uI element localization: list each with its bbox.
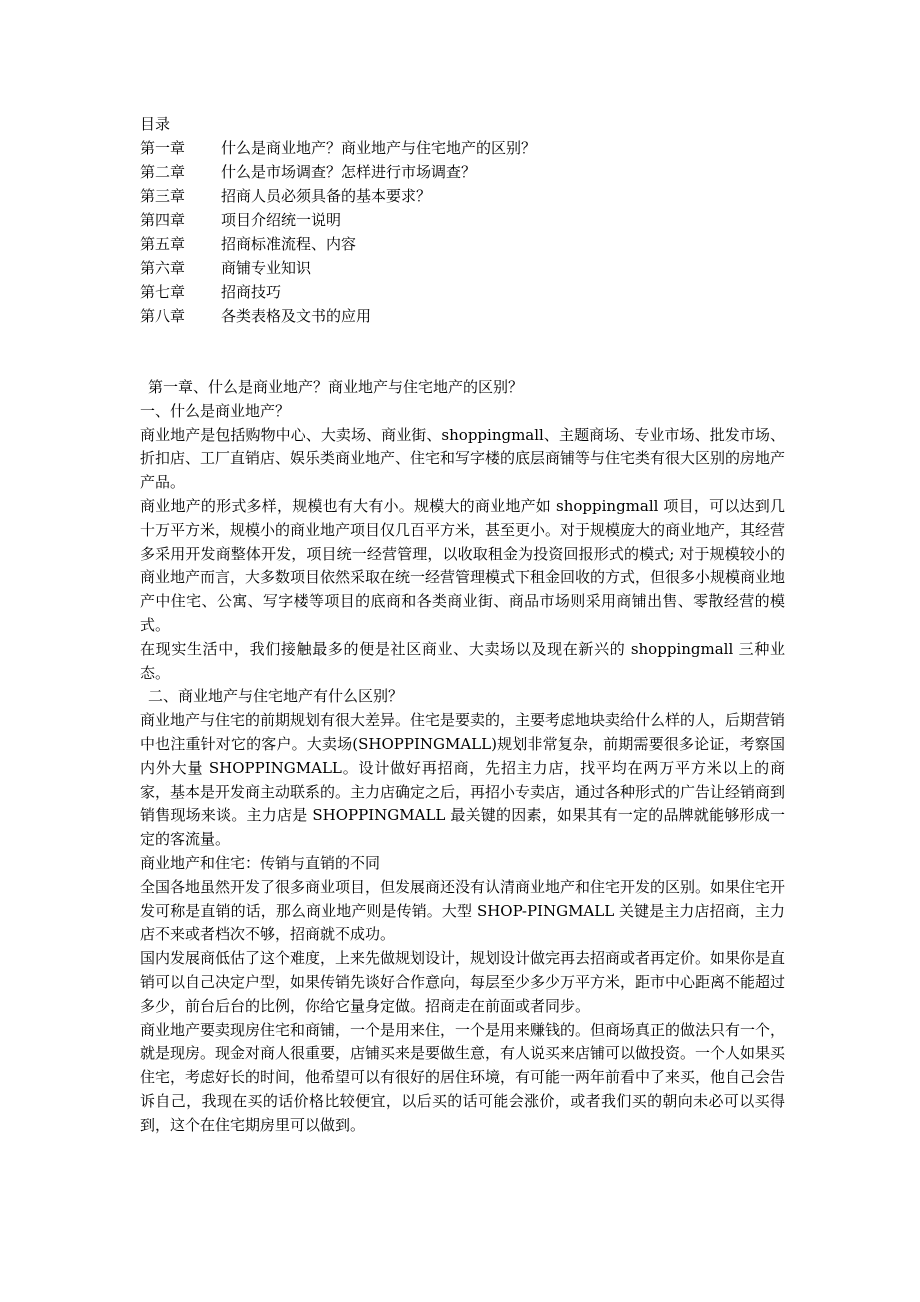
- toc-text: 什么是商业地产？商业地产与住宅地产的区别？: [221, 139, 537, 157]
- toc-chapter: 第四章: [140, 211, 186, 229]
- chapter-heading: 第一章、什么是商业地产？商业地产与住宅地产的区别？: [148, 378, 524, 396]
- toc-chapter: 第八章: [140, 307, 186, 325]
- toc-text: 项目介绍统一说明: [221, 211, 342, 229]
- toc-item-4: [140, 208, 800, 232]
- paragraph: 在现实生活中，我们接触最多的便是社区商业、大卖场以及现在新兴的 shoppingmall 三种业态。: [140, 639, 785, 682]
- paragraph: 商业地产与住宅的前期规划有很大差异。住宅是要卖的，主要考虑地块卖给什么样的人，后期营销中也注重针对它的客户。大卖场(SHOPPINGMALL)规划非常复杂，前期需要很多论证，考察国内外大量 SHOPPINGMALL。设计做好再招商，先招主力店，找平均在两万平方米以上的商家，基本是开发商主动联系的。主力店确定之后，再招小专卖店，通过各种形式的广告让经销商到销售现场来谈。主力店是 SHOPPINGMALL 最关键的因素，如果其有一定的品牌就能够形成一定的客流量。: [140, 711, 786, 849]
- paragraph: 商业地产是包括购物中心、大卖场、商业街、shoppingmall、主题商场、专业市场、批发市场、折扣店、工厂直销店、娱乐类商业地产、住宅和写字楼的底层商铺等与住宅类有很大区别的房地产产品。: [140, 425, 786, 492]
- toc-title: 目录: [140, 115, 171, 133]
- toc-text: 招商标准流程、内容: [221, 235, 357, 253]
- toc-text: 各类表格及文书的应用: [221, 307, 372, 325]
- toc-chapter: 第二章: [140, 163, 186, 181]
- toc-item-2: [140, 160, 800, 184]
- toc-item-6: [140, 256, 800, 280]
- toc-text: 招商技巧: [221, 283, 282, 301]
- paragraph: 国内发展商低估了这个难度，上来先做规划设计，规划设计做完再去招商或者再定价。如果你是直销可以自己决定户型，如果传销先谈好合作意向，每层至少多少万平方米，距市中心距离不能超过多少，前台后台的比例，你给它量身定做。招商走在前面或者同步。: [140, 949, 786, 1015]
- toc-item-8: [140, 304, 800, 328]
- toc-item-1: [140, 136, 800, 160]
- section-title: 一、什么是商业地产？: [140, 401, 291, 420]
- toc-chapter: 第五章: [140, 235, 186, 253]
- paragraph: 商业地产的形式多样，规模也有大有小。规模大的商业地产如 shoppingmall 项目，可以达到几十万平方米，规模小的商业地产项目仅几百平方米，甚至更小。对于规模庞大的商业地产，其经营多采用开发商整体开发，项目统一经营管理，以收取租金为投资回报形式的模式; 对于规模较小的商业地产而言，大多数项目依然采取在统一经营管理模式下租金回收的方式，但很多小规模商业地产中住宅、公寓、写字楼等项目的底商和各类商业街、商品市场则采用商铺出售、零散经营的模式。: [140, 496, 786, 634]
- table-of-contents: [140, 112, 800, 328]
- toc-chapter: 第三章: [140, 187, 186, 205]
- subheading: 商业地产和住宅：传销与直销的不同: [140, 853, 381, 872]
- toc-text: 商铺专业知识: [221, 259, 312, 277]
- toc-item-5: [140, 232, 800, 256]
- toc-chapter: 第七章: [140, 283, 186, 301]
- paragraph: 全国各地虽然开发了很多商业项目，但发展商还没有认清商业地产和住宅开发的区别。如果住宅开发可称是直销的话，那么商业地产则是传销。大型 SHOP-PINGMALL 关键是主力店招商，主力店不来或者档次不够，招商就不成功。: [140, 877, 786, 944]
- toc-chapter: 第六章: [140, 259, 186, 277]
- toc-item-3: [140, 184, 800, 208]
- toc-item-7: [140, 280, 800, 304]
- chapter-body: [140, 376, 785, 1138]
- paragraph: 商业地产要卖现房住宅和商铺，一个是用来住，一个是用来赚钱的。但商场真正的做法只有一个，就是现房。现金对商人很重要，店铺买来是要做生意，有人说买来店铺可以做投资。一个人如果买住宅，考虑好长的时间，他希望可以有很好的居住环境，有可能一两年前看中了来买，他自己会告诉自己，我现在买的话价格比较便宜，以后买的话可能会涨价，或者我们买的朝向未必可以买得到，这个在住宅期房里可以做到。: [140, 1020, 786, 1134]
- toc-text: 什么是市场调查？怎样进行市场调查？: [221, 163, 477, 181]
- toc-chapter: 第一章: [140, 139, 186, 157]
- toc-text: 招商人员必须具备的基本要求？: [221, 187, 432, 205]
- section-title: 二、商业地产与住宅地产有什么区别？: [148, 687, 404, 706]
